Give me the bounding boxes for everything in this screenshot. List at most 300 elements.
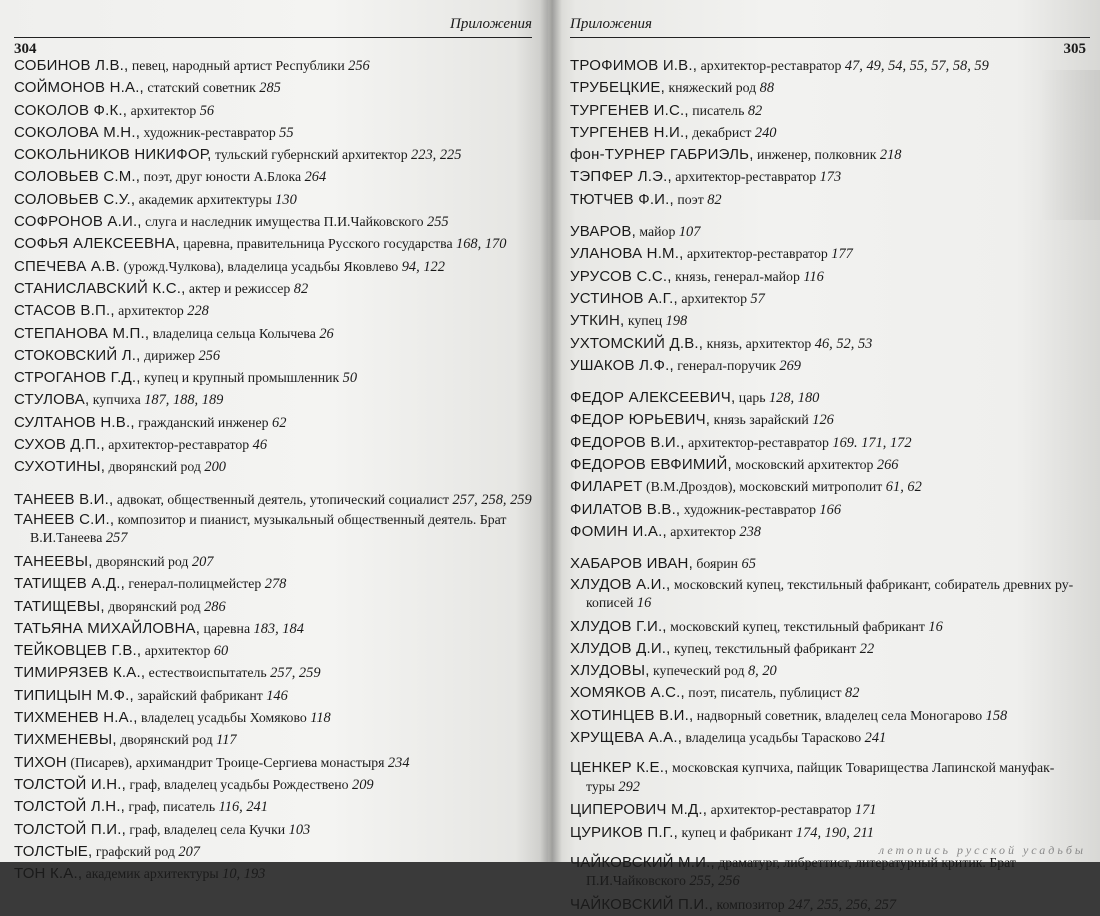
entry-page-refs: 8, 20 — [747, 663, 777, 680]
index-entry — [570, 638, 1092, 660]
entry-page-refs: 117 — [216, 732, 237, 749]
entry-description: архитектор-реставратор — [697, 58, 845, 73]
entry-description: композитор и пианист, музыкальный общественный деятель. Брат — [114, 511, 507, 527]
entry-page-refs: 285 — [259, 80, 281, 97]
entry-description: драматург, либреттист, литературный критик. Брат — [714, 854, 1016, 870]
entry-page-refs: 169. 171, 172 — [832, 434, 912, 451]
index-entry — [570, 122, 1092, 144]
letter-group-gap — [14, 479, 538, 489]
index-entry — [14, 511, 538, 551]
index-entry — [14, 752, 538, 774]
entry-description: граф, владелец усадьбы Рождествено — [126, 776, 353, 792]
entry-description: инженер, полковник — [753, 147, 880, 163]
index-entry — [14, 618, 538, 640]
entry-name: СТУЛОВА, — [14, 391, 90, 409]
index-entry — [14, 300, 538, 322]
entry-name: СУХОВ Д.П., — [14, 436, 105, 454]
entry-description: дворянский род — [92, 553, 192, 569]
index-entry — [570, 77, 1092, 99]
index-entry — [570, 166, 1092, 188]
entry-page-refs: 292 — [618, 778, 640, 795]
index-entry — [570, 333, 1092, 355]
entry-continuation-text: П.И.Чайковского — [586, 873, 690, 889]
entry-page-refs: 200 — [204, 459, 226, 476]
entry-page-refs: 209 — [352, 776, 374, 793]
entry-description: князь, генерал-майор — [671, 268, 804, 284]
entry-name: УТКИН, — [570, 312, 625, 330]
entry-name: ХАБАРОВ ИВАН, — [570, 555, 693, 573]
entry-description: естествоиспытатель — [145, 665, 271, 681]
entry-page-refs: 255 — [427, 214, 449, 231]
index-entry — [570, 476, 1092, 498]
entry-name: ТЭПФЕР Л.Э., — [570, 168, 672, 186]
entry-continuation — [14, 529, 538, 548]
index-entry — [570, 682, 1092, 704]
entry-page-refs: 61, 62 — [885, 479, 922, 496]
entry-description: владелица сельца Колычева — [149, 325, 320, 341]
entry-name: ТИХМЕНЕВ Н.А., — [14, 709, 138, 727]
entry-description: архитектор — [141, 643, 214, 659]
entry-page-refs: 10, 193 — [222, 866, 266, 883]
entry-description: князь зарайский — [710, 412, 813, 428]
entry-description: поэт, друг юности А.Блока — [140, 169, 305, 185]
entry-page-refs: 223, 225 — [411, 147, 462, 164]
entry-page-refs: 256 — [348, 58, 370, 74]
index-entry — [570, 144, 1092, 166]
entry-page-refs: 130 — [275, 191, 297, 208]
index-entry — [14, 596, 538, 618]
entry-page-refs: 116 — [803, 268, 824, 285]
entry-name: фон-ТУРНЕР ГАБРИЭЛЬ, — [570, 146, 754, 164]
entry-name: ТОН К.А., — [14, 865, 83, 883]
entry-continuation-text: кописей — [586, 595, 637, 611]
entry-description: художник-реставратор — [680, 501, 820, 517]
index-entry — [570, 499, 1092, 521]
entry-page-refs: 187, 188, 189 — [144, 392, 224, 409]
entry-page-refs: 116, 241 — [218, 799, 268, 816]
entry-name: ТОЛСТОЙ Л.Н., — [14, 798, 126, 816]
entry-name: СУХОТИНЫ, — [14, 458, 106, 476]
index-entry — [14, 278, 538, 300]
entry-description: купец, текстильный фабрикант — [670, 640, 860, 656]
header-rule-left — [14, 37, 532, 38]
page-number-right: 305 — [1063, 41, 1086, 57]
entry-description: архитектор-реставратор — [683, 246, 832, 262]
letter-group-gap — [570, 211, 1092, 221]
entry-description: поэт, писатель, публицист — [684, 685, 846, 701]
entry-name: ТУРГЕНЕВ Н.И., — [570, 123, 689, 141]
entry-page-refs: 257, 259 — [270, 665, 321, 682]
index-entry — [14, 367, 538, 389]
entry-page-refs: 103 — [288, 821, 311, 838]
entry-name: ТИХОН — [14, 753, 67, 771]
entry-page-refs: 26 — [319, 325, 334, 342]
entry-name: СПЕЧЕВА А.В. — [14, 257, 121, 275]
entry-description: (урожд.Чулкова), владелица усадьбы Яковлево — [120, 258, 402, 274]
entry-name: ХОТИНЦЕВ В.И., — [570, 706, 694, 724]
entry-name: ФОМИН И.А., — [570, 522, 667, 540]
entry-description: граф, владелец села Кучки — [125, 821, 289, 837]
entry-page-refs: 118 — [310, 710, 331, 727]
entry-description: генерал-поручик — [673, 357, 780, 373]
entry-name: ТАНЕЕВ С.И., — [14, 510, 115, 528]
index-entry — [14, 323, 538, 345]
entry-description: московский купец, текстильный фабрикант — [666, 618, 929, 634]
entry-description: академик архитектуры — [82, 866, 223, 882]
entry-description: адвокат, общественный деятель, утопический социалист — [113, 491, 453, 507]
index-entry — [570, 727, 1092, 749]
index-entry — [14, 189, 538, 211]
entry-name: ТАНЕЕВЫ, — [14, 552, 93, 570]
entry-page-refs: 183, 184 — [253, 620, 304, 637]
entry-name: СОЛОВЬЕВ С.У., — [14, 190, 136, 208]
entry-description: тульский губернский архитектор — [211, 147, 412, 163]
entry-page-refs: 257, 258, 259 — [452, 491, 532, 508]
entry-description: архитектор-реставратор — [707, 802, 855, 818]
index-entry — [14, 819, 538, 841]
index-entry — [14, 211, 538, 233]
index-entry — [570, 705, 1092, 727]
entry-name: ФЕДОР АЛЕКСЕЕВИЧ, — [570, 389, 736, 407]
index-entry — [570, 759, 1092, 799]
entry-description: боярин — [692, 556, 742, 572]
entry-page-refs: 57 — [750, 290, 765, 307]
entry-name: ТИХМЕНЕВЫ, — [14, 731, 117, 749]
entry-name: СТОКОВСКИЙ Л., — [14, 346, 141, 364]
entry-description: княжеский род — [665, 80, 760, 96]
entry-name: СОКОЛЬНИКОВ НИКИФОР, — [14, 146, 212, 164]
entry-description: царевна — [200, 620, 254, 636]
entry-page-refs: 16 — [636, 595, 652, 612]
entry-page-refs: 50 — [342, 370, 358, 387]
index-entry — [570, 310, 1092, 332]
entry-name: ТАТИЩЕВЫ, — [14, 597, 105, 615]
entry-page-refs: 238 — [739, 523, 761, 540]
running-header-right: Приложения — [570, 16, 653, 32]
entry-page-refs: 266 — [876, 457, 899, 474]
entry-name: ТИПИЦЫН М.Ф., — [14, 686, 134, 704]
index-entry — [14, 456, 538, 478]
entry-continuation-text: В.И.Танеева — [30, 530, 106, 546]
entry-name: СОКОЛОВ Ф.К., — [14, 101, 128, 119]
entry-name: ХЛУДОВ Д.И., — [570, 639, 671, 657]
entry-description: гражданский инженер — [134, 414, 273, 430]
entry-page-refs: 247, 255, 256, 257 — [788, 896, 897, 913]
entry-page-refs: 241 — [864, 730, 887, 747]
entry-page-refs: 256 — [198, 347, 221, 364]
entry-page-refs: 107 — [678, 224, 701, 241]
entry-name: ТАТИЩЕВ А.Д., — [14, 575, 125, 593]
entry-description: архитектор-реставратор — [104, 437, 253, 453]
entry-page-refs: 240 — [754, 124, 777, 141]
entry-name: СТАСОВ В.П., — [14, 302, 115, 320]
entry-name: ТЮТЧЕВ Ф.И., — [570, 190, 674, 208]
entry-name: ХЛУДОВ А.И., — [570, 575, 671, 593]
entry-page-refs: 218 — [879, 147, 902, 164]
entry-page-refs: 166 — [819, 501, 842, 518]
entry-description: художник-реставратор — [140, 124, 280, 140]
entry-name: ТАТЬЯНА МИХАЙЛОВНА, — [14, 619, 201, 637]
index-entry — [14, 796, 538, 818]
entry-name: ХРУЩЕВА А.А., — [570, 729, 683, 747]
entry-name: ТИМИРЯЗЕВ К.А., — [14, 664, 146, 682]
entry-name: ФИЛАТОВ В.В., — [570, 500, 681, 518]
index-entry — [14, 100, 538, 122]
entry-page-refs: 177 — [831, 246, 853, 263]
entry-page-refs: 207 — [191, 553, 214, 570]
entry-page-refs: 60 — [213, 643, 229, 660]
index-entry — [570, 266, 1092, 288]
letter-group-gap — [570, 543, 1092, 553]
index-entry — [570, 894, 1092, 916]
index-entry — [14, 389, 538, 411]
entry-description: надворный советник, владелец села Моногарово — [693, 707, 986, 723]
footer-watermark: летопись русской усадьбы — [878, 843, 1086, 857]
entry-page-refs: 46 — [252, 437, 268, 454]
entry-page-refs: 94, 122 — [401, 258, 445, 275]
entry-page-refs: 82 — [845, 685, 860, 702]
entry-name: ТАНЕЕВ В.И., — [14, 490, 114, 508]
entry-description: графский род — [92, 843, 179, 859]
entry-page-refs: 207 — [178, 843, 200, 860]
header-rule-right — [570, 37, 1090, 38]
entry-name: ФИЛАРЕТ — [570, 478, 643, 496]
entry-name: ТЕЙКОВЦЕВ Г.В., — [14, 642, 142, 660]
entry-name: СОБИНОВ Л.В., — [14, 57, 129, 74]
index-entry — [570, 854, 1092, 894]
page-number-left: 304 — [14, 41, 37, 57]
entry-name: УЛАНОВА Н.М., — [570, 245, 684, 263]
entry-page-refs: 82 — [293, 280, 309, 297]
index-entry — [570, 553, 1092, 575]
entry-description: купец — [624, 313, 666, 329]
index-entry — [570, 660, 1092, 682]
index-entry — [570, 454, 1092, 476]
entry-description: архитектор — [114, 303, 188, 319]
index-entry — [14, 729, 538, 751]
entry-page-refs: 46, 52, 53 — [814, 335, 873, 352]
left-page — [0, 0, 548, 883]
entry-name: ЦЕНКЕР К.Е., — [570, 759, 669, 777]
index-entry — [14, 489, 538, 511]
entry-description: граф, писатель — [125, 799, 219, 815]
entry-description: архитектор-реставратор — [684, 434, 833, 450]
index-entry — [570, 55, 1092, 77]
entry-page-refs: 22 — [859, 640, 875, 657]
index-entry — [14, 662, 538, 684]
entry-page-refs: 255, 256 — [689, 873, 740, 890]
index-entry — [570, 799, 1092, 821]
entry-name: ТУРГЕНЕВ И.С., — [570, 101, 689, 119]
entry-name: ТОЛСТЫЕ, — [14, 842, 93, 860]
entry-description: генерал-полицмейстер — [124, 576, 265, 592]
entry-description: зарайский фабрикант — [133, 687, 267, 703]
entry-page-refs: 16 — [928, 618, 943, 635]
entry-description: дворянский род — [116, 732, 217, 748]
entry-name: ФЕДОР ЮРЬЕВИЧ, — [570, 411, 711, 429]
index-entry — [14, 863, 538, 885]
index-entry — [570, 616, 1092, 638]
index-entries-left — [14, 55, 538, 885]
entry-page-refs: 173 — [819, 169, 842, 186]
index-entry — [570, 521, 1092, 543]
entry-name: УРУСОВ С.С., — [570, 267, 672, 285]
entry-page-refs: 56 — [199, 102, 215, 119]
entry-description: статский советник — [143, 80, 260, 96]
entry-page-refs: 158 — [985, 707, 1008, 724]
entry-name: СУЛТАНОВ Н.В., — [14, 413, 135, 431]
entry-name: ТОЛСТОЙ И.Н., — [14, 775, 126, 793]
entry-name: УШАКОВ Л.Ф., — [570, 356, 674, 374]
entry-description: дирижер — [140, 347, 199, 363]
entry-page-refs: 286 — [204, 598, 226, 615]
entry-description: московский архитектор — [731, 457, 877, 473]
entry-page-refs: 55 — [279, 124, 294, 141]
entry-page-refs: 228 — [187, 303, 209, 320]
entry-description: певец, народный артист Республики — [128, 58, 349, 73]
entry-page-refs: 198 — [665, 313, 688, 330]
entry-name: ТРУБЕЦКИЕ, — [570, 79, 666, 97]
entry-description: (Писарев), архимандрит Троице-Сергиева монастыря — [66, 754, 388, 770]
entry-description: купчиха — [89, 392, 145, 408]
entry-page-refs: 88 — [759, 80, 775, 97]
index-entry — [14, 551, 538, 573]
entry-page-refs: 269 — [779, 357, 801, 374]
index-entry — [570, 387, 1092, 409]
index-entry — [570, 221, 1092, 243]
entry-description: майор — [635, 224, 679, 240]
entry-description: купеческий род — [649, 663, 748, 679]
index-entry — [14, 77, 538, 99]
entry-name: УВАРОВ, — [570, 223, 636, 241]
entry-page-refs: 264 — [304, 169, 327, 186]
entry-name: СОФРОНОВ А.И., — [14, 213, 142, 231]
entry-description: архитектор-реставратор — [671, 169, 820, 185]
right-page — [548, 0, 1100, 913]
index-entry — [14, 774, 538, 796]
index-entry — [570, 822, 1092, 844]
index-entry — [570, 576, 1092, 616]
entry-page-refs: 62 — [272, 414, 287, 431]
entry-page-refs: 234 — [387, 754, 410, 771]
entry-name: СОФЬЯ АЛЕКСЕЕВНА, — [14, 235, 180, 253]
entry-description: царевна, правительница Русского государства — [179, 236, 457, 252]
entry-name: УХТОМСКИЙ Д.В., — [570, 334, 704, 352]
bleed-through-shadow — [1040, 70, 1100, 220]
entry-name: ЦИПЕРОВИЧ М.Д., — [570, 801, 708, 819]
entry-description: академик архитектуры — [135, 191, 276, 207]
entry-description: царь — [735, 390, 769, 406]
entry-description: актер и режиссер — [185, 280, 294, 296]
entry-description: декабрист — [688, 124, 755, 140]
entry-name: ХЛУДОВЫ, — [570, 662, 650, 680]
entry-description: архитектор — [666, 523, 740, 539]
entry-page-refs: 82 — [747, 102, 763, 119]
entry-description: купец и фабрикант — [678, 824, 796, 840]
entry-description: московская купчиха, пайщик Товарищества Лапинской мануфак- — [668, 760, 1055, 776]
entry-description: слуга и наследник имущества П.И.Чайковского — [141, 214, 427, 230]
index-entry — [14, 256, 538, 278]
entry-description: архитектор — [677, 290, 751, 306]
entry-description: поэт — [673, 191, 708, 207]
entry-page-refs: 257 — [105, 530, 128, 547]
entry-page-refs: 47, 49, 54, 55, 57, 58, 59 — [844, 58, 989, 74]
entry-name: ЧАЙКОВСКИЙ М.И., — [570, 853, 715, 871]
entry-description: московский купец, текстильный фабрикант, собиратель древних ру- — [670, 576, 1074, 592]
entry-name: СОЙМОНОВ Н.А., — [14, 79, 144, 97]
entry-description: дворянский род — [104, 598, 205, 614]
entry-name: ТОЛСТОЙ П.И., — [14, 820, 126, 838]
index-entry — [14, 144, 538, 166]
index-entry — [14, 166, 538, 188]
entry-description: (В.М.Дроздов), московский митрополит — [642, 479, 886, 495]
entry-description: князь, архитектор — [703, 335, 815, 351]
entry-description: архитектор — [127, 102, 200, 118]
entry-page-refs: 82 — [707, 191, 722, 208]
entry-name: ЧАЙКОВСКИЙ П.И., — [570, 895, 714, 913]
entry-description: купец и крупный промышленник — [140, 370, 343, 386]
index-entry — [570, 189, 1092, 211]
entry-description: композитор — [713, 896, 789, 912]
index-entry — [14, 412, 538, 434]
index-entry — [14, 233, 538, 255]
entry-page-refs: 171 — [854, 802, 877, 819]
entry-name: ХОМЯКОВ А.С., — [570, 684, 685, 702]
letter-group-gap — [570, 377, 1092, 387]
index-entry — [570, 432, 1092, 454]
entry-continuation — [570, 594, 1092, 613]
entry-name: УСТИНОВ А.Г., — [570, 289, 678, 307]
entry-name: СОЛОВЬЕВ С.М., — [14, 168, 141, 186]
index-entries-right — [570, 55, 1092, 916]
index-entry — [14, 707, 538, 729]
entry-name: СТЕПАНОВА М.П., — [14, 324, 150, 342]
entry-page-refs: 168, 170 — [456, 236, 507, 253]
entry-page-refs: 174, 190, 211 — [795, 824, 874, 841]
entry-name: ХЛУДОВ Г.И., — [570, 617, 667, 635]
entry-continuation-text: туры — [586, 778, 619, 794]
entry-description: дворянский род — [105, 459, 205, 475]
index-entry — [14, 685, 538, 707]
entry-page-refs: 126 — [812, 412, 834, 429]
entry-name: ТРОФИМОВ И.В., — [570, 57, 698, 74]
entry-name: ФЕДОРОВ ЕВФИМИЙ, — [570, 456, 732, 474]
index-entry — [570, 409, 1092, 431]
index-entry — [570, 100, 1092, 122]
entry-continuation — [570, 872, 1092, 891]
index-entry — [570, 288, 1092, 310]
letter-group-gap — [570, 749, 1092, 759]
entry-name: СОКОЛОВА М.Н., — [14, 123, 141, 141]
index-entry — [14, 122, 538, 144]
entry-continuation — [570, 778, 1092, 797]
entry-name: СТАНИСЛАВСКИЙ К.С., — [14, 279, 186, 297]
index-entry — [14, 434, 538, 456]
index-entry — [14, 55, 538, 77]
entry-page-refs: 65 — [741, 556, 756, 573]
entry-name: ФЕДОРОВ В.И., — [570, 433, 685, 451]
entry-description: владелица усадьбы Тарасково — [682, 730, 865, 746]
entry-name: СТРОГАНОВ Г.Д., — [14, 369, 141, 387]
index-entry — [14, 573, 538, 595]
entry-description: писатель — [688, 102, 748, 118]
running-header-left: Приложения — [449, 16, 532, 32]
entry-page-refs: 278 — [264, 576, 287, 593]
entry-page-refs: 146 — [266, 687, 288, 704]
entry-name: ЦУРИКОВ П.Г., — [570, 823, 678, 841]
index-entry — [14, 345, 538, 367]
index-entry — [570, 355, 1092, 377]
